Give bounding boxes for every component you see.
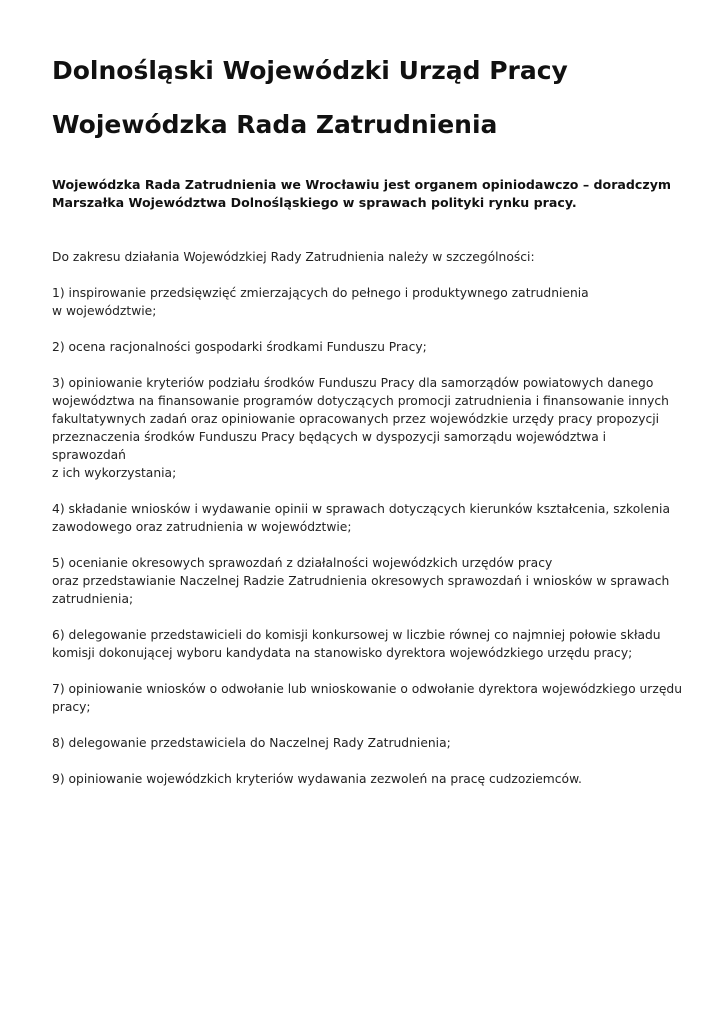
lead-line: Wojewódzka Rada Zatrudnienia we Wrocławiu jest organem opiniodawczo – doradczym [52, 177, 672, 192]
lead-line: Marszałka Województwa Dolnośląskiego w sprawach polityki rynku pracy. [52, 195, 577, 210]
list-item-line: 4) składanie wniosków i wydawanie opinii w sprawach dotyczących kierunków kształcenia, szkolenia [52, 502, 670, 516]
organization-heading: Dolnośląski Wojewódzki Urząd Pracy [52, 56, 568, 85]
list-item [52, 554, 682, 608]
list-item [52, 680, 682, 716]
list-item-line: 5) ocenianie okresowych sprawozdań z działalności wojewódzkich urzędów pracy [52, 556, 553, 570]
list-item-line: w województwie; [52, 304, 157, 318]
list-item-line: 3) opiniowanie kryteriów podziału środków Funduszu Pracy dla samorządów powiatowych danego [52, 376, 654, 390]
list-item-line: 1) inspirowanie przedsięwzięć zmierzających do pełnego i produktywnego zatrudnienia [52, 286, 589, 300]
content-body [52, 248, 682, 806]
list-item [52, 338, 682, 356]
list-item-line: 9) opiniowanie wojewódzkich kryteriów wydawania zezwoleń na pracę cudzoziemców. [52, 772, 582, 786]
list-item [52, 734, 682, 752]
list-item [52, 374, 682, 482]
list-item-line: 2) ocena racjonalności gospodarki środkami Funduszu Pracy; [52, 340, 427, 354]
list-item-line: pracy; [52, 700, 91, 714]
list-item [52, 770, 682, 788]
list-item-line: 7) opiniowanie wniosków o odwołanie lub wnioskowanie o odwołanie dyrektora wojewódzkiego urzędu [52, 682, 682, 696]
lead-paragraph [52, 176, 682, 212]
list-item [52, 626, 682, 662]
list-item-line: zawodowego oraz zatrudnienia w województwie; [52, 520, 352, 534]
list-item-line: 8) delegowanie przedstawiciela do Naczelnej Rady Zatrudnienia; [52, 736, 451, 750]
list-item [52, 284, 682, 320]
list-item-line: 6) delegowanie przedstawicieli do komisji konkursowej w liczbie równej co najmniej połowie składu [52, 628, 661, 642]
list-item-line: komisji dokonującej wyboru kandydata na stanowisko dyrektora wojewódzkiego urzędu pracy; [52, 646, 633, 660]
page-title: Wojewódzka Rada Zatrudnienia [52, 110, 498, 139]
list-item-line: zatrudnienia; [52, 592, 134, 606]
list-item-line: województwa na finansowanie programów dotyczących promocji zatrudnienia i finansowanie innych [52, 394, 669, 408]
list-item-line: oraz przedstawianie Naczelnej Radzie Zatrudnienia okresowych sprawozdań i wniosków w sprawach [52, 574, 670, 588]
list-item-line: z ich wykorzystania; [52, 466, 177, 480]
intro-paragraph: Do zakresu działania Wojewódzkiej Rady Zatrudnienia należy w szczególności: [52, 250, 535, 264]
list-item [52, 500, 682, 536]
list-item-line: przeznaczenia środków Funduszu Pracy będących w dyspozycji samorządu województwa i sprawozdań [52, 430, 607, 462]
list-item-line: fakultatywnych zadań oraz opiniowanie opracowanych przez wojewódzkie urzędy pracy propozycji [52, 412, 660, 426]
